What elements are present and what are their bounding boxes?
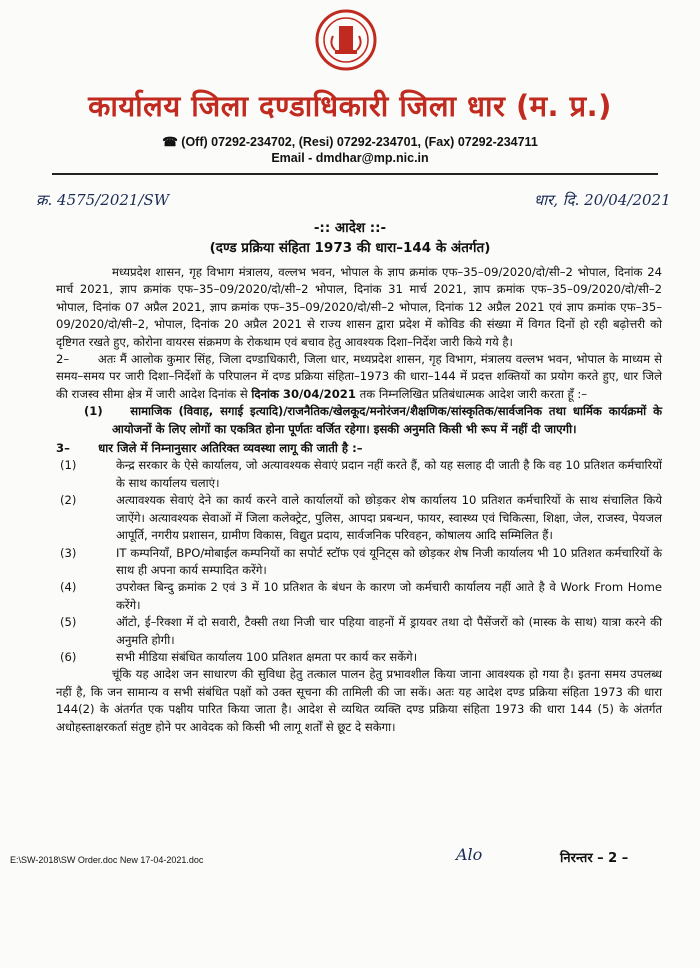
list-item [60,492,662,544]
list-item [60,614,662,649]
paragraph-2-date: दिनांक 30/04/2021 [251,386,356,401]
contact-phones: ☎ (Off) 07292-234702, (Resi) 07292-234701, (Fax) 07292-234711 [162,135,538,149]
list-item-text: केन्द्र सरकार के ऐसे कार्यालय, जो अत्यावश्यक सेवाएं प्रदान नहीं करते हैं, को यह सलाह दी जाती है कि वह 10 प्रतिशत कर्मचारियों के साथ कार्यालय चलाएं। [116,458,662,490]
list-item-number: (2) [60,493,77,508]
paragraph-3 [56,440,662,457]
list-item-number: (1) [60,458,77,473]
list-item-number: (3) [60,545,77,560]
office-title: कार्यालय जिला दण्डाधिकारी जिला धार (म. प्र.) [88,89,612,123]
paragraph-1: मध्यप्रदेश शासन, गृह विभाग मंत्रालय, वल्लभ भवन, भोपाल के ज्ञाप क्रमांक एफ–35–09/2020/दो/सी–2 भोपाल, दिनांक 24 मार्च 2021, ज्ञाप क्रमांक एफ–35–09/2020/दो/सी–2 भोपाल, दिनांक 31 मार्च 2021, ज्ञाप क्रमांक एफ–35–09/2020/दो/सी–2 भोपाल, दिनांक 07 अप्रैल 2021, ज्ञाप क्रमांक एफ–35–09/2020/दो/सी–2 भोपाल, दिनांक 12 अप्रैल 2021 एवं ज्ञाप क्रमांक एफ–35–09/2020/दो/सी–2, भोपाल, दिनांक 20 अप्रैल 2021 से राज्य शासन द्वारा प्रदेश में कोविड की संख्या में विगत दिनों हो रही बढ़ोत्तरी को दृष्टिगत रखते हुए, कोरोना वायरस संक्रमण के रोकथाम एवं बचाव हेतु आवश्यक दिशा–निर्देश जारी किये गये है। [56,265,662,349]
paragraph-2-item-number: (1) [84,404,103,419]
file-path: E:\SW-2018\SW Order.doc New 17-04-2021.doc [10,855,204,865]
list-item-text: IT कम्पनियाँ, BPO/मोबाईल कम्पनियों का सपोर्ट स्टॉफ एवं यूनिट्स को छोड़कर शेष निजी कार्यालय भी 10 प्रतिशत कर्मचारियों के साथ ही अपना कार्य सम्पादित करेंगे। [116,545,662,577]
paragraph-2-item [56,403,662,438]
order-body [56,264,662,736]
paragraph-3-number: 3– [56,441,70,456]
list-item [60,649,662,666]
paragraph-2-number: 2– [56,352,70,367]
order-date: धार, दि. 20/04/2021 [534,191,671,209]
header-divider [52,173,658,175]
list-item-number: (6) [60,649,77,664]
list-item [60,457,662,492]
closing-paragraph: चूंकि यह आदेश जन साधारण की सुविधा हेतु तत्काल पालन हेतु प्रभावशील किया जाना आवश्यक हो गया है। इतना समय उपलब्ध नहीं है, कि जन सामान्य व सभी संबंधित पक्षों को उक्त सूचना की तामिली की जा सकें। अतः यह आदेश दण्ड प्रक्रिया संहिता 1973 की धारा 144(2) के अंतर्गत एक पक्षीय पारित किया जाता है। आदेश से व्यथित व्यक्ति दण्ड प्रक्रिया संहिता 1973 की धारा 144 (5) के अंतर्गत अधोहस्ताक्षरकर्ता संतुष्ट होने पर आवेदक को किसी भी लागू शर्तों से छूट दे सकेगा। [56,667,662,734]
paragraph-3-text: धार जिले में निम्नानुसार अतिरिक्त व्यवस्था लागू की जाती है :– [98,441,363,456]
list-item [60,579,662,614]
paragraph-2 [56,351,662,403]
list-item-text: उपरोक्त बिन्दु क्रमांक 2 एवं 3 में 10 प्रतिशत के बंधन के कारण जो कर्मचारी कार्यालय नहीं आते है वे Work From Home करेंगे। [116,580,662,612]
list-item-text: सभी मीडिया संबंधित कार्यालय 100 प्रतिशत क्षमता पर कार्य कर सकेंगे। [116,649,418,664]
contact-email: Email - dmdhar@mp.nic.in [271,151,429,165]
list-item-text: अत्यावश्यक सेवाएं देने का कार्य करने वाले कार्यालयों को छोड़कर शेष कार्यालय 10 प्रतिशत कर्मचारियों के साथ संचालित किये जाऐंगे। अत्यावश्यक सेवाओं में जिला कलेक्ट्रेट, पुलिस, आपदा प्रबन्धन, फायर, स्वास्थ्य एवं चिकित्सा, शिक्षा, जेल, राजस्व, पेयजल आपूर्ति, नगरीय प्रशासन, ग्रामीण विकास, विद्युत प्रदाय, सार्वजनिक परिवहन, कोषालय आदि सम्मिलित हैं। [116,493,662,543]
list-item [60,545,662,580]
order-title: -:: आदेश ::- [313,220,387,236]
list-item-number: (5) [60,615,77,630]
paragraph-2-end: तक निम्नलिखित प्रतिबंधात्मक आदेश जारी करता हूँ :– [359,386,588,401]
paragraph-2-text: अतः मैं आलोक कुमार सिंह, जिला दण्डाधिकारी, जिला धार, मध्यप्रदेश शासन, गृह विभाग, मंत्रालय वल्लभ भवन, भोपाल के माध्यम से समय–समय पर जारी दिशा–निर्देशों के परिपालन में दण्ड प्रक्रिया संहिता–1973 की धारा–144 में प्रदत्त शक्तियों का प्रयोग करते हुए, धार जिले की राजस्व सीमा क्षेत्र में जारी आदेश दिनांक से [56,352,662,401]
government-emblem-icon [315,8,377,72]
list-item-number: (4) [60,580,77,595]
paragraph-2-item-text: सामाजिक (विवाह, सगाई इत्यादि)/राजनैतिक/खेलकूद/मनोरंजन/शैक्षणिक/सांस्कृतिक/सार्वजनिक तथा धार्मिक कार्यक्रमों के आयोजनों के लिए लोगों का एकत्रित होना पूर्णतः वर्जित रहेगा। इसकी अनुमति किसी भी रूप में नहीं दी जाएगी। [112,404,662,436]
order-subtitle: (दण्ड प्रक्रिया संहिता 1973 की धारा–144 के अंतर्गत) [209,240,491,256]
continued-marker: निरन्तर – 2 – [560,851,629,866]
list-item-text: ऑटो, ई–रिक्शा में दो सवारी, टैक्सी तथा निजी चार पहिया वाहनों में ड्रायवर तथा दो पैसेंजरों को (मास्क के साथ) यात्रा करने की अनुमति होगी। [116,615,662,647]
signature: Alo [456,845,483,864]
order-number: क्र. 4575/2021/SW [36,191,170,209]
measures-list [56,457,662,666]
